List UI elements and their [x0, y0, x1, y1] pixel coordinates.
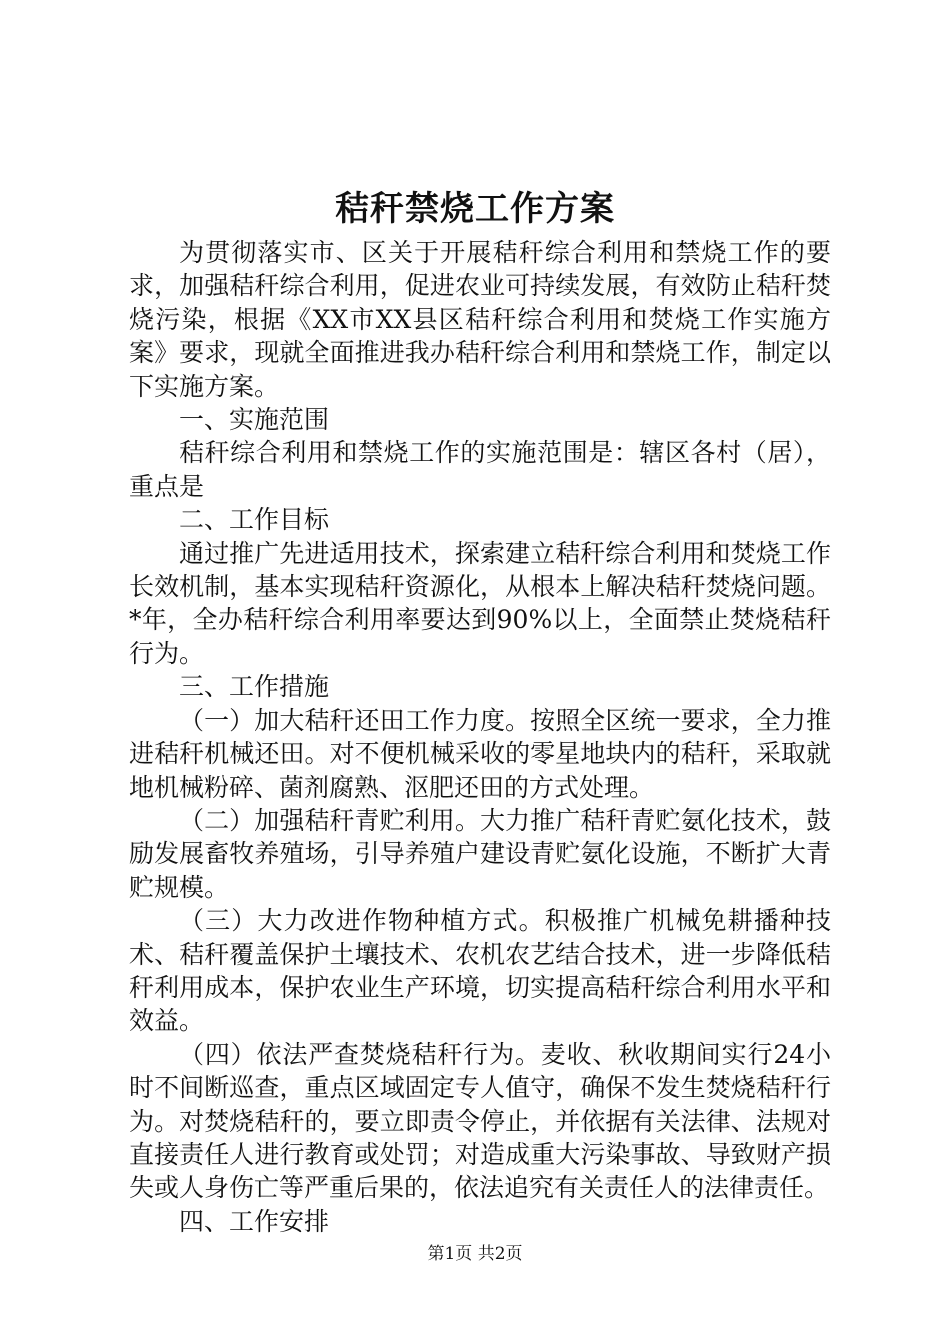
goals-paragraph: 通过推广先进适用技术，探索建立秸秆综合利用和焚烧工作长效机制，基本实现秸秆资源化，从根本上解决秸秆焚烧问题。*年，全办秸秆综合利用率要达到90%以上，全面禁止焚烧秸秆行为。	[129, 538, 831, 668]
section-heading-measures: 三、工作措施	[179, 672, 330, 702]
intro-paragraph: 为贯彻落实市、区关于开展秸秆综合利用和禁烧工作的要求，加强秸秆综合利用，促进农业可持续发展，有效防止秸秆焚烧污染，根据《XX市XX县区秸秆综合利用和焚烧工作实施方案》要求，现就全面推进我办秸秆综合利用和禁烧工作，制定以下实施方案。	[129, 238, 831, 401]
measure-3-paragraph: （三）大力改进作物种植方式。积极推广机械免耕播种技术、秸秆覆盖保护土壤技术、农机农艺结合技术，进一步降低秸秆利用成本，保护农业生产环境，切实提高秸秆综合利用水平和效益。	[129, 906, 831, 1036]
measure-2-paragraph: （二）加强秸秆青贮利用。大力推广秸秆青贮氨化技术，鼓励发展畜牧养殖场，引导养殖户建设青贮氨化设施，不断扩大青贮规模。	[129, 805, 831, 902]
scope-paragraph: 秸秆综合利用和禁烧工作的实施范围是：辖区各村（居），重点是	[129, 438, 831, 501]
page-number-footer: 第1页 共2页	[427, 1244, 523, 1264]
document-body	[129, 236, 831, 1238]
section-heading-arrangement: 四、工作安排	[179, 1206, 330, 1236]
section-heading-scope: 一、实施范围	[179, 405, 330, 435]
document-title: 秸秆禁烧工作方案	[335, 189, 615, 229]
measure-1-paragraph: （一）加大秸秆还田工作力度。按照全区统一要求，全力推进秸秆机械还田。对不便机械采收的零星地块内的秸秆，采取就地机械粉碎、菌剂腐熟、沤肥还田的方式处理。	[129, 705, 831, 802]
section-heading-goals: 二、工作目标	[179, 505, 330, 535]
measure-4-paragraph: （四）依法严查焚烧秸秆行为。麦收、秋收期间实行24小时不间断巡查，重点区域固定专人值守，确保不发生焚烧秸秆行为。对焚烧秸秆的，要立即责令停止，并依据有关法律、法规对直接责任人进行教育或处罚；对造成重大污染事故、导致财产损失或人身伤亡等严重后果的，依法追究有关责任人的法律责任。	[129, 1039, 831, 1203]
